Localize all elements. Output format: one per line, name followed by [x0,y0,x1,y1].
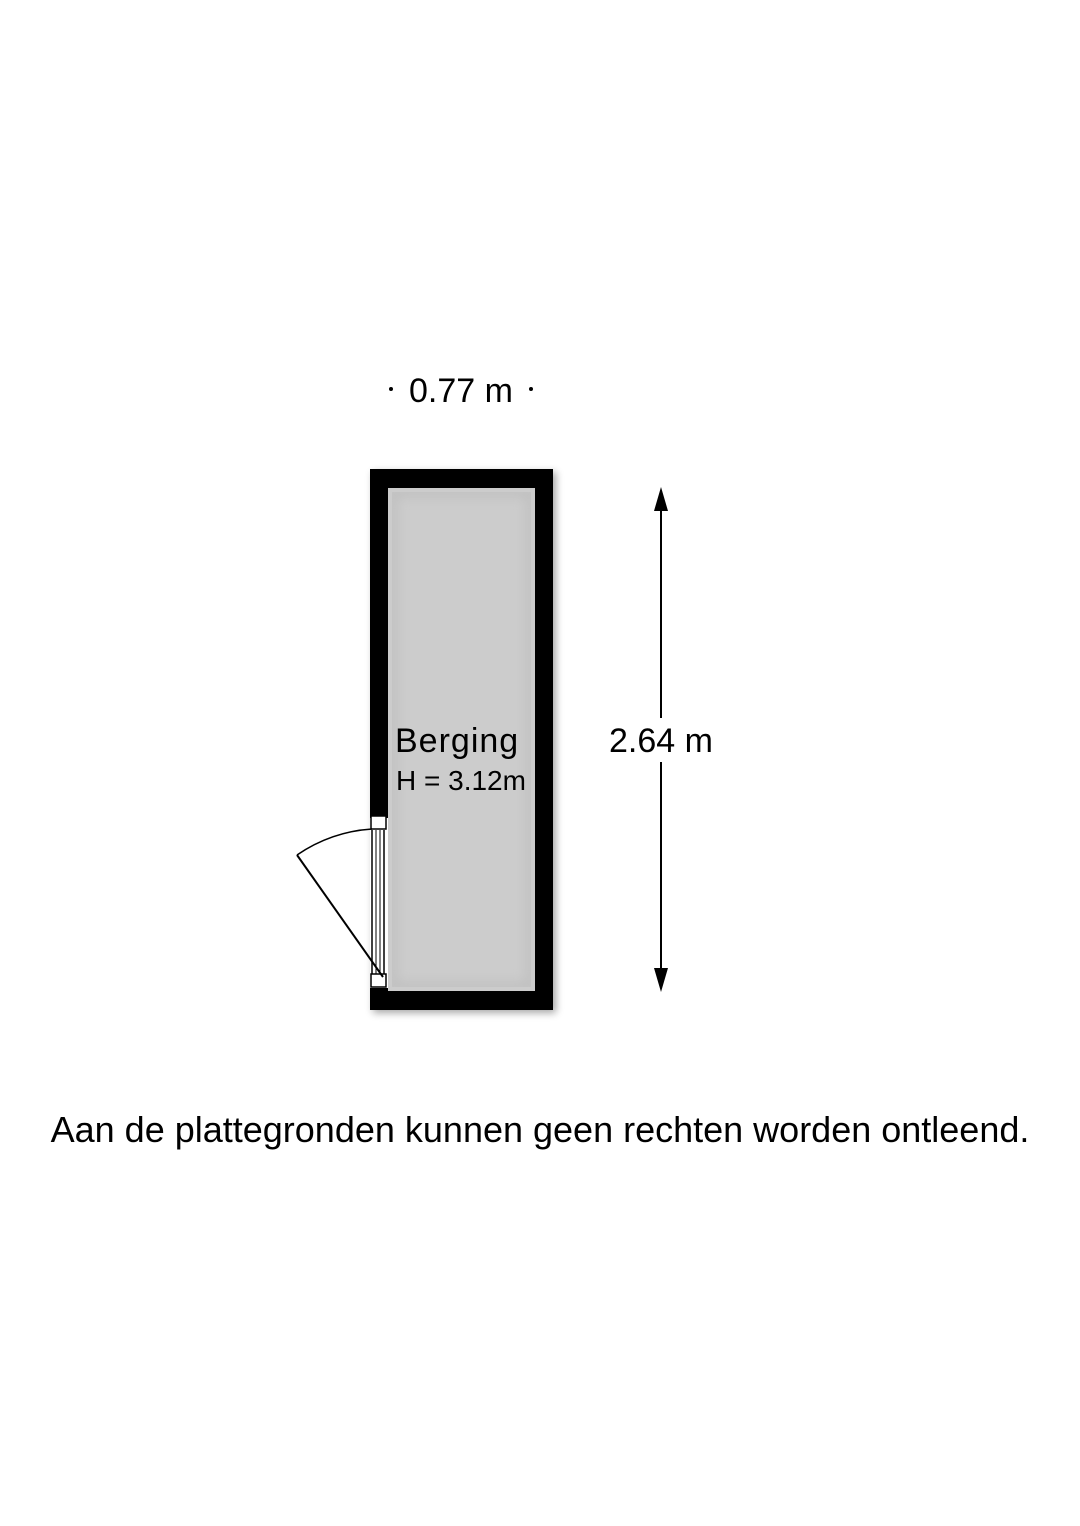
door-frame-top [371,816,386,829]
width-dimension [389,372,533,410]
length-dimension [600,487,724,992]
width-dimension-left-tick [389,387,393,391]
width-dimension-label: 0.77 m [409,372,513,410]
room-name: Berging [395,722,520,760]
door [297,816,388,988]
length-dimension-label: 2.64 m [609,722,713,760]
door-frame-bottom [371,974,386,987]
width-dimension-right-tick [529,387,533,391]
disclaimer-text: Aan de plattegronden kunnen geen rechten worden ontleend. [50,1109,1030,1150]
length-dimension-arrow-top [654,487,668,511]
door-swing-arc [297,829,372,855]
length-dimension-arrow-bottom [654,968,668,992]
room-height: H = 3.12m [396,765,526,796]
